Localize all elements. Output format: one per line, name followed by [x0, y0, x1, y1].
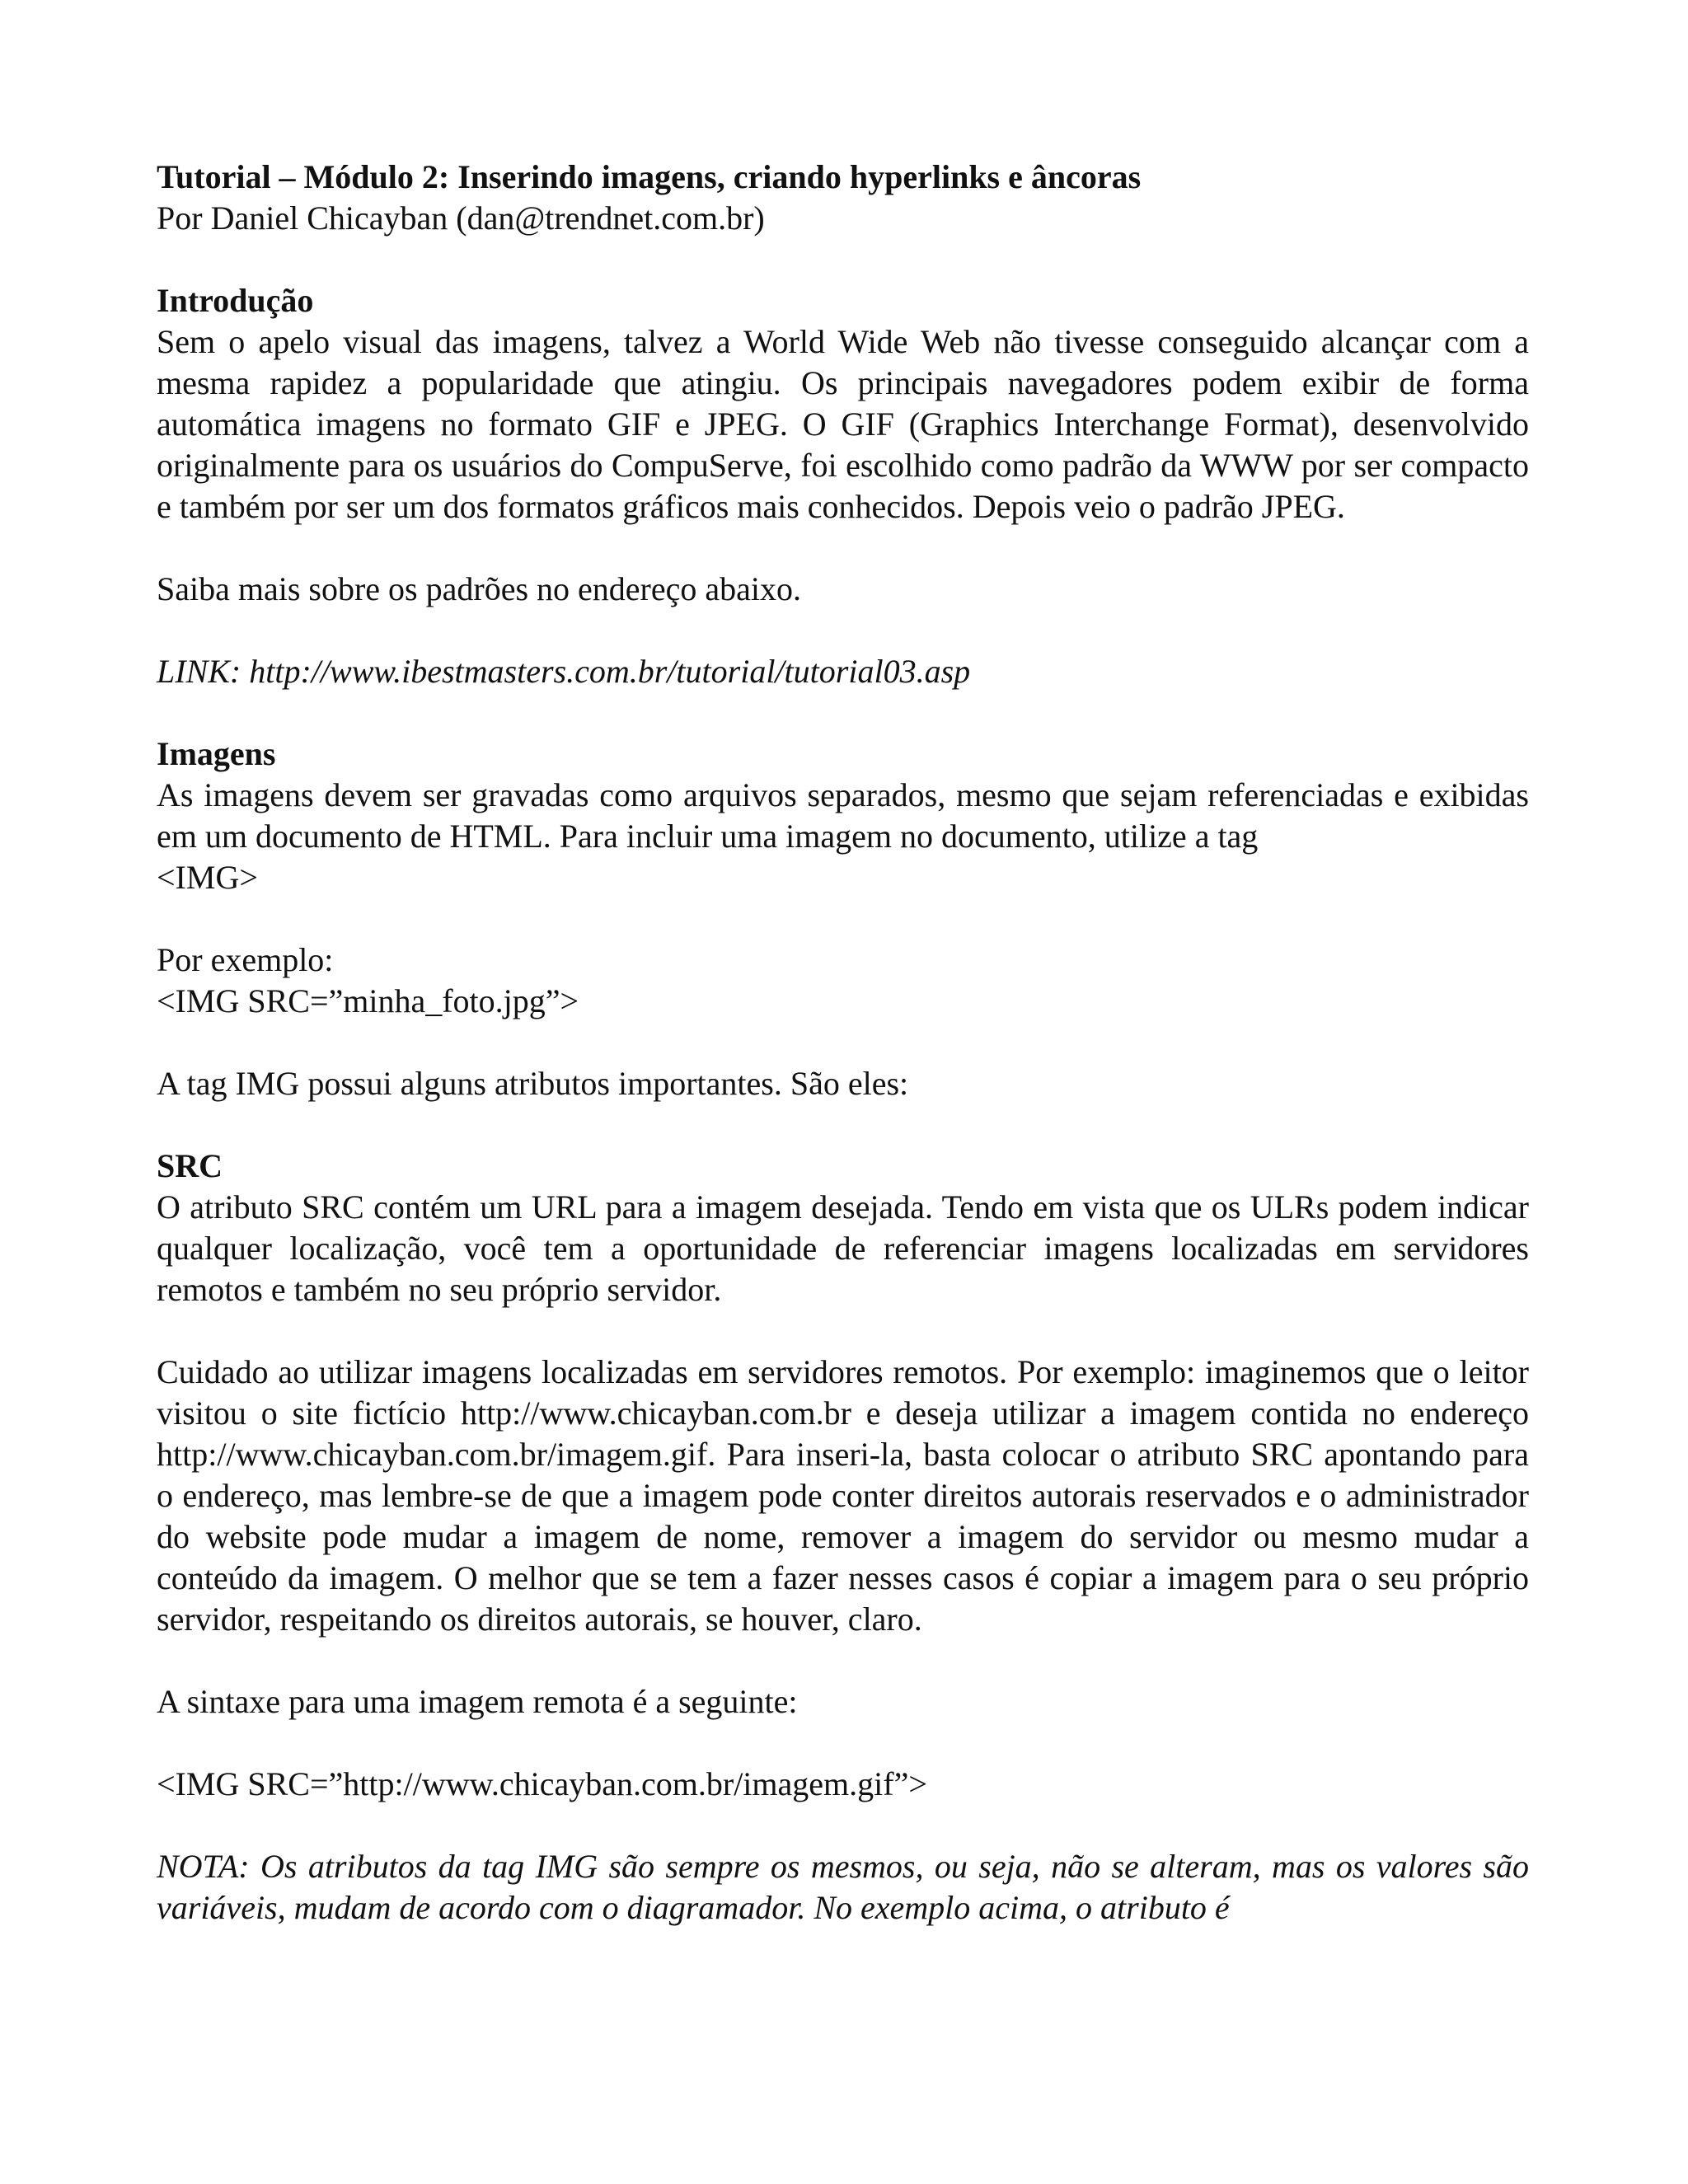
syntax-code: <IMG SRC=”http://www.chicayban.com.br/imagem.gif”> [157, 1765, 927, 1802]
syntax-intro: A sintaxe para uma imagem remota é a seguinte: [157, 1683, 798, 1720]
document-title: Tutorial – Módulo 2: Inserindo imagens, criando hyperlinks e âncoras [157, 158, 1142, 195]
images-paragraph: As imagens devem ser gravadas como arquivos separados, mesmo que sejam referenciadas e exibidas em um documento de HTML. Para incluir uma imagem no documento, utilize a tag [157, 776, 1529, 855]
spacer [157, 239, 1529, 280]
img-tag-line: <IMG> [157, 859, 258, 896]
src-paragraph-2: Cuidado ao utilizar imagens localizadas em servidores remotos. Por exemplo: imaginemos que o leitor visitou o site fictício http://www.chicayban.com.br e deseja utilizar a imagem contida no endereço http://www.chicayban.com.br/imagem.gif. Para inseri-la, basta colocar o atributo SRC apontando para o endereço, mas lembre-se de que a imagem pode conter direitos autorais reservados e o administrador do website pode mudar a imagem de nome, remover a imagem do servidor ou mesmo mudar a conteúdo da imagem. O melhor que se tem a fazer nesses casos é copiar a imagem para o seu próprio servidor, respeitando os direitos autorais, se houver, claro. [157, 1353, 1529, 1638]
spacer [157, 898, 1529, 940]
spacer [157, 527, 1529, 569]
note-paragraph: NOTA: Os atributos da tag IMG são sempre os mesmos, ou seja, não se alteram, mas os valores são variáveis, mudam de acordo com o diagramador. No exemplo acima, o atributo é [157, 1848, 1529, 1926]
section-heading-introducao: Introdução [157, 282, 314, 319]
spacer [157, 1805, 1529, 1846]
section-heading-imagens: Imagens [157, 735, 276, 772]
src-paragraph-1: O atributo SRC contém um URL para a imagem desejada. Tendo em vista que os ULRs podem indicar qualquer localização, você tem a oportunidade de referenciar imagens localizadas em servidores remotos e também no seu próprio servidor. [157, 1188, 1529, 1308]
document-author: Por Daniel Chicayban (dan@trendnet.com.br) [157, 199, 765, 237]
section-heading-src: SRC [157, 1147, 223, 1184]
intro-paragraph: Sem o apelo visual das imagens, talvez a World Wide Web não tivesse conseguido alcançar com a mesma rapidez a popularidade que atingiu. Os principais navegadores podem exibir de forma automática imagens no formato GIF e JPEG. O GIF (Graphics Interchange Format), desenvolvido originalmente para os usuários do CompuServe, foi escolhido como padrão da WWW por ser compacto e também por ser um dos formatos gráficos mais conhecidos. Depois veio o padrão JPEG. [157, 323, 1529, 525]
document-body [157, 157, 1529, 1929]
spacer [157, 1310, 1529, 1352]
spacer [157, 692, 1529, 733]
more-info-text: Saiba mais sobre os padrões no endereço abaixo. [157, 570, 801, 607]
spacer [157, 610, 1529, 651]
spacer [157, 1104, 1529, 1146]
spacer [157, 1022, 1529, 1063]
example-code: <IMG SRC=”minha_foto.jpg”> [157, 982, 579, 1019]
example-label: Por exemplo: [157, 941, 334, 978]
attributes-intro: A tag IMG possui alguns atributos importantes. São eles: [157, 1065, 909, 1102]
spacer [157, 1722, 1529, 1764]
spacer [157, 1640, 1529, 1681]
tutorial-link[interactable]: LINK: http://www.ibestmasters.com.br/tutorial/tutorial03.asp [157, 653, 971, 690]
